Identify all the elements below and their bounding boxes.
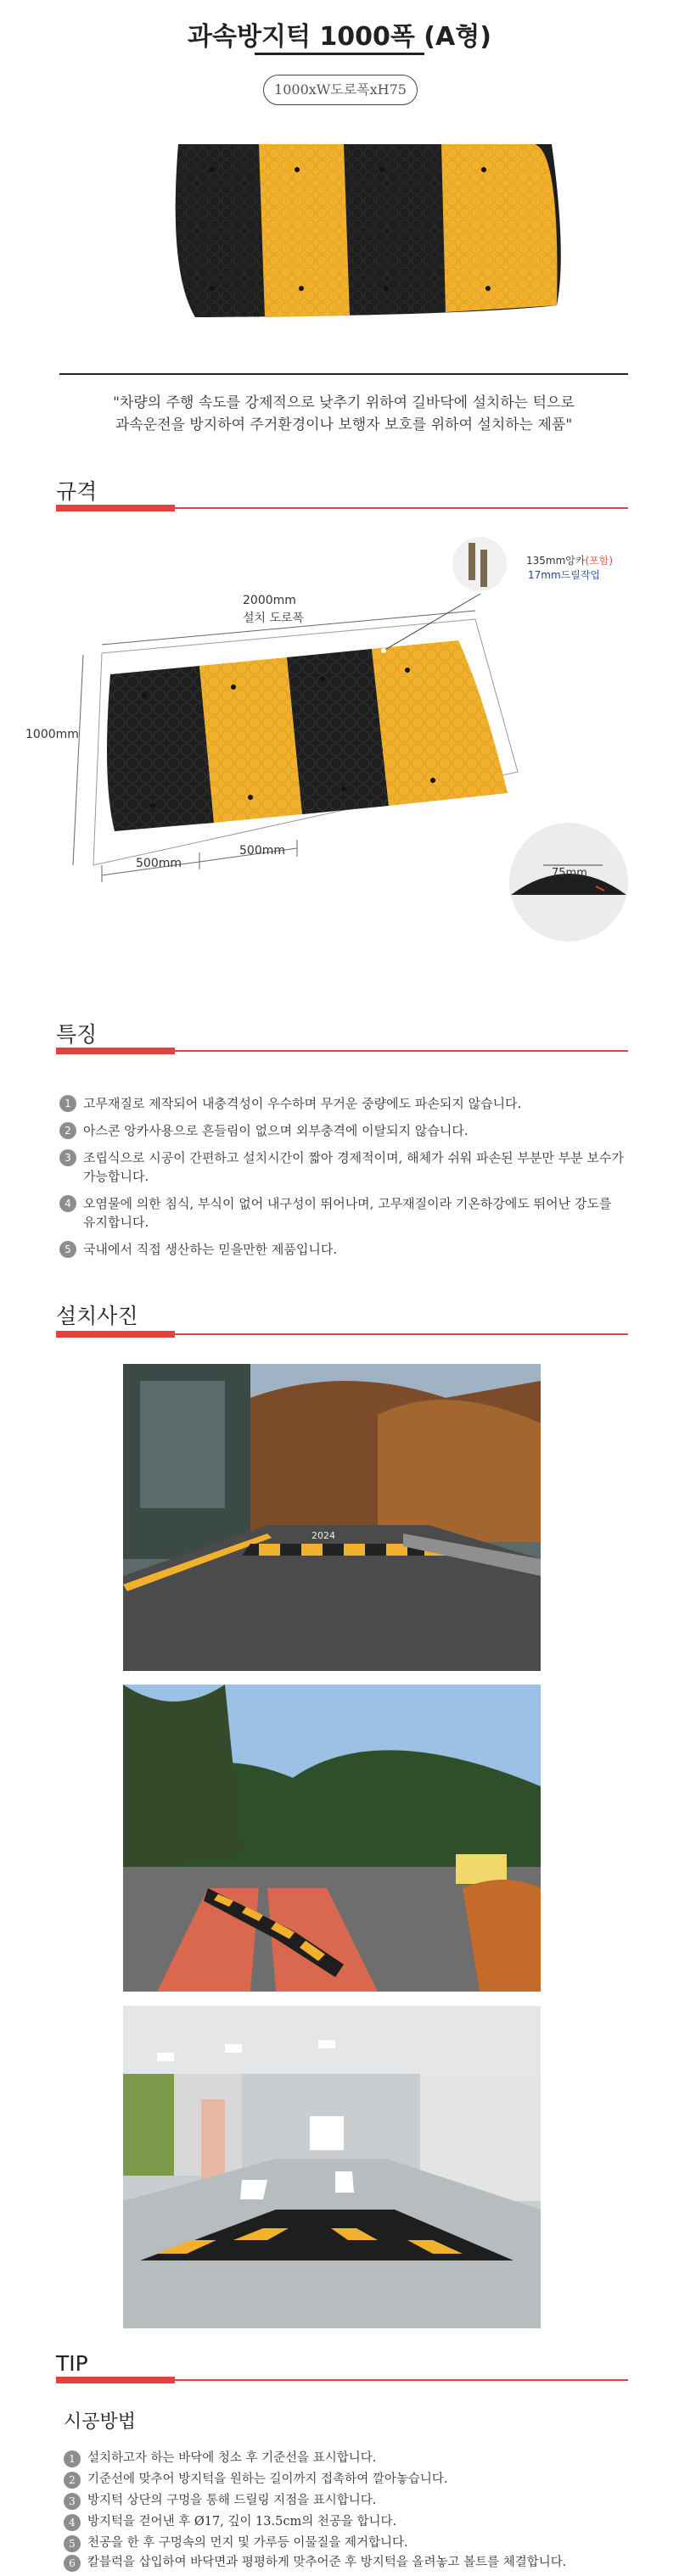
step-text: 설치하고자 하는 바닥에 청소 후 기준선을 표시합니다. bbox=[87, 2451, 377, 2465]
section-rule-accent bbox=[56, 2377, 175, 2383]
number-badge: 5 bbox=[64, 2535, 81, 2552]
segment-2-label: 500mm bbox=[239, 844, 285, 858]
road-width-label: 2000mm bbox=[243, 594, 296, 607]
number-badge: 5 bbox=[59, 1241, 76, 1258]
feature-text: 국내에서 직접 생산하는 믿을만한 제품입니다. bbox=[83, 1242, 338, 1257]
anchor-label: 135mm앙카(포함) bbox=[526, 555, 614, 567]
page-title: 과속방지턱 1000폭 (A형) bbox=[188, 22, 491, 52]
number-badge: 2 bbox=[59, 1122, 76, 1139]
dimension-badge: 1000xW도로폭xH75 bbox=[263, 75, 418, 105]
number-badge: 4 bbox=[64, 2514, 81, 2531]
install-step bbox=[64, 2492, 658, 2510]
feature-text: 오염물에 의한 침식, 부식이 없어 내구성이 뛰어나며, 고무재질이라 기온하강에도 뛰어난 강도를 유지합니다. bbox=[83, 1196, 612, 1230]
install-step bbox=[64, 2513, 658, 2531]
install-photo-garage bbox=[123, 2006, 541, 2328]
number-badge: 4 bbox=[59, 1195, 76, 1212]
section-rule-accent bbox=[56, 505, 175, 511]
step-text: 방지턱을 걷어낸 후 Ø17, 깊이 13.5cm의 천공을 합니다. bbox=[87, 2515, 397, 2529]
section-title-spec: 규격 bbox=[56, 479, 98, 504]
number-badge: 6 bbox=[64, 2555, 81, 2572]
product-description: "차량의 주행 속도를 강제적으로 낮추기 위하여 길바닥에 설치하는 턱으로 과속운전을 방지하여 주거환경이나 보행자 보호를 위하여 설치하는 제품" bbox=[113, 394, 575, 433]
product-hero-image bbox=[161, 136, 569, 331]
step-text: 천공을 한 후 구멍속의 먼지 및 가루등 이물질을 제거합니다. bbox=[87, 2536, 408, 2550]
section-title-photos: 설치사진 bbox=[56, 1304, 138, 1328]
install-step bbox=[64, 2554, 658, 2572]
number-badge: 1 bbox=[64, 2450, 81, 2467]
install-step bbox=[64, 2471, 658, 2489]
depth-label: 1000mm bbox=[25, 728, 79, 741]
segment-1-label: 500mm bbox=[136, 857, 182, 870]
feature-item bbox=[59, 1148, 637, 1186]
divider bbox=[59, 373, 628, 375]
step-text: 기준선에 맞추어 방지턱을 원하는 길이까지 접촉하여 깔아놓습니다. bbox=[87, 2473, 448, 2486]
number-badge: 3 bbox=[64, 2493, 81, 2510]
install-step bbox=[64, 2534, 658, 2552]
title-underline bbox=[255, 53, 424, 55]
install-step bbox=[64, 2450, 658, 2467]
install-photo-street bbox=[123, 1364, 541, 1671]
step-text: 칼블럭을 삽입하여 바닥면과 평평하게 맞추어준 후 방지턱을 올려놓고 볼트를 체결합니다. bbox=[87, 2556, 567, 2569]
feature-text: 아스콘 앙카사용으로 흔들림이 없으며 외부충격에 이탈되지 않습니다. bbox=[83, 1123, 469, 1138]
height-label: 75mm bbox=[552, 867, 587, 880]
section-rule-accent bbox=[56, 1331, 175, 1338]
feature-item bbox=[59, 1094, 637, 1113]
install-photo-park bbox=[123, 1685, 541, 1992]
feature-item bbox=[59, 1194, 637, 1232]
spec-diagram bbox=[17, 526, 645, 984]
drill-label: 17mm드릴작업 bbox=[528, 569, 601, 581]
feature-item bbox=[59, 1121, 637, 1140]
section-title-features: 특징 bbox=[56, 1022, 98, 1047]
step-text: 방지턱 상단의 구멍을 통해 드릴링 지점을 표시합니다. bbox=[87, 2494, 377, 2507]
road-width-note: 설치 도로폭 bbox=[243, 612, 305, 625]
feature-text: 고무재질로 제작되어 내충격성이 우수하며 무거운 중량에도 파손되지 않습니다. bbox=[83, 1096, 522, 1111]
section-title-tip: TIP bbox=[56, 2351, 88, 2376]
number-badge: 3 bbox=[59, 1149, 76, 1166]
number-badge: 2 bbox=[64, 2472, 81, 2489]
section-rule-accent bbox=[56, 1048, 175, 1054]
feature-text: 조립식으로 시공이 간편하고 설치시간이 짧아 경제적이며, 해체가 쉬워 파손된 부분만 부분 보수가 가능합니다. bbox=[83, 1150, 624, 1184]
road-marking-text: 2024 bbox=[311, 1530, 335, 1541]
number-badge: 1 bbox=[59, 1095, 76, 1112]
install-method-title: 시공방법 bbox=[64, 2411, 137, 2433]
feature-item bbox=[59, 1240, 637, 1259]
